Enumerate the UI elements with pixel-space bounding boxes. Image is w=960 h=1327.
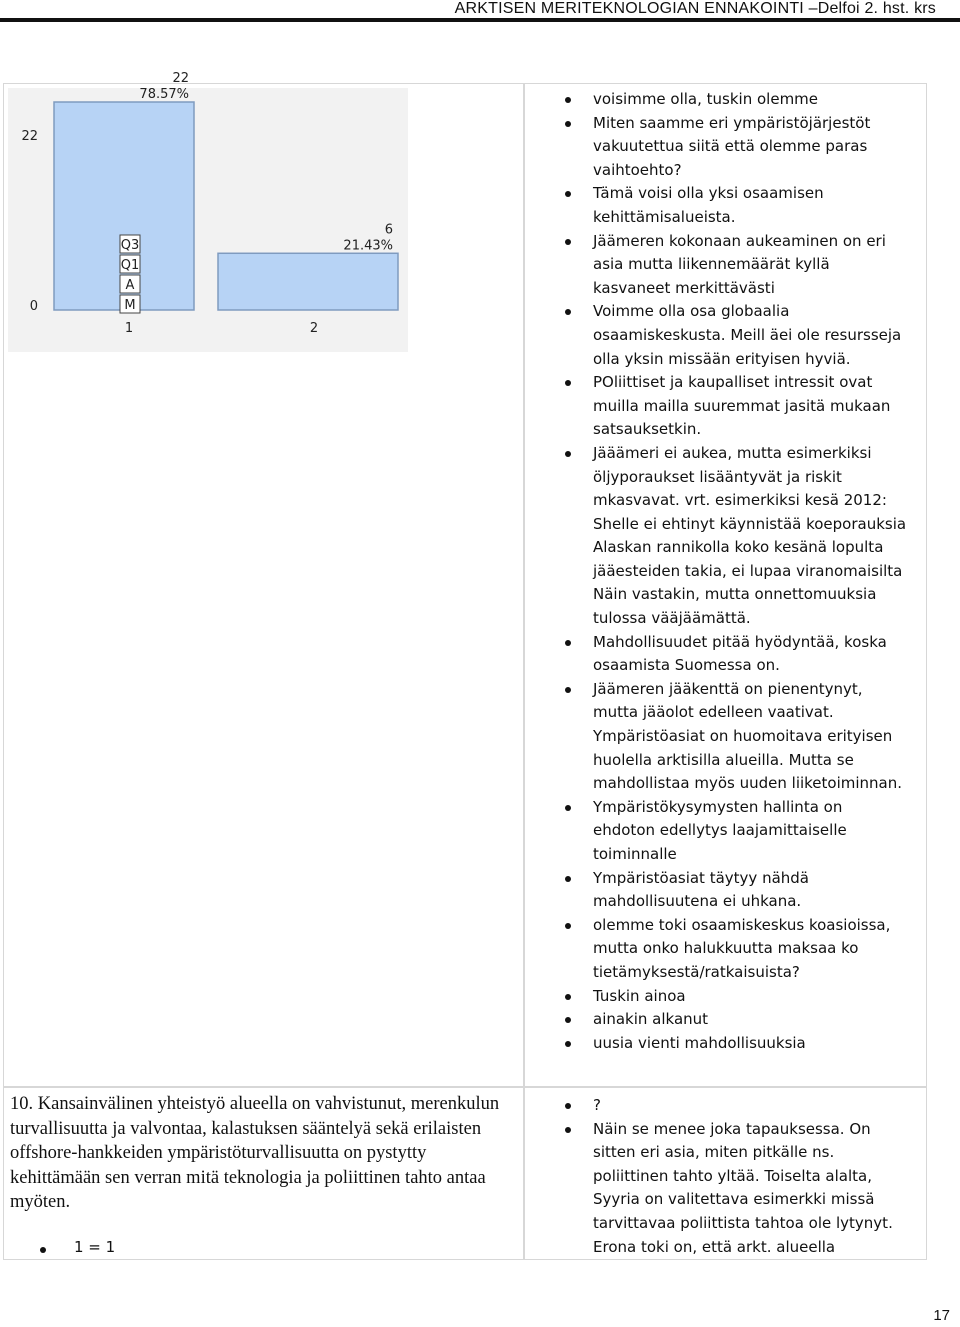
comment-item: ? <box>593 1094 923 1118</box>
y-tick-label: 0 <box>29 299 38 314</box>
bullet-dot <box>565 1103 571 1109</box>
comment-item: Näin se menee joka tapauksessa. On sitten eri asia, miten pitkälle ns. poliittinen tahto yltää. Toiselta alalta, Syyria on valitettava esimerkki missä tarvittavaa poliittista tahtoa ole lytynyt. Erona toki on, että arkt. alueella <box>593 1118 923 1260</box>
answer-value: 1 = 1 <box>74 1238 116 1256</box>
bar-count-label: 22 <box>172 71 189 86</box>
comment-item: ainakin alkanut <box>593 1008 923 1032</box>
comment-item: Jäämeren kokonaan aukeaminen on eri asia mutta liikennemäärät kyllä kasvaneet merkittävästi <box>593 230 923 301</box>
bar-percent-label: 78.57% <box>139 87 189 102</box>
comment-item: Voimme olla osa globaalia osaamiskeskusta. Meill äei ole resursseja olla yksin missään erityisen hyviä. <box>593 300 923 371</box>
comment-item: POliittiset ja kaupalliset intressit ovat muilla mailla suuremmat jasitä mukaan satsauksetkin. <box>593 371 923 442</box>
header-rule <box>0 18 960 22</box>
bullet-dot <box>565 687 571 693</box>
comment-item: Tuskin ainoa <box>593 985 923 1009</box>
bar <box>218 253 398 310</box>
comment-item: uusia vienti mahdollisuuksia <box>593 1032 923 1056</box>
bullet-dot <box>565 451 571 457</box>
comment-item: voisimme olla, tuskin olemme <box>593 88 923 112</box>
document-title: ARKTISEN MERITEKNOLOGIAN ENNAKOINTI –Delfoi 2. hst. krs <box>454 0 936 17</box>
bar-percent-label: 21.43% <box>343 238 393 254</box>
y-tick-label: 22 <box>21 129 38 144</box>
q10-comments-list <box>593 1094 923 1259</box>
bullet-dot <box>40 1247 46 1253</box>
comments-list <box>593 88 923 1055</box>
stat-marker-label: Q3 <box>120 238 140 253</box>
x-tick-label: 1 <box>124 321 134 336</box>
comment-item: Tämä voisi olla yksi osaamisen kehittämisalueista. <box>593 182 923 229</box>
bullet-dot <box>565 805 571 811</box>
bullet-dot <box>565 994 571 1000</box>
bullet-dot <box>565 876 571 882</box>
x-tick-label: 2 <box>309 321 319 336</box>
bullet-dot <box>565 923 571 929</box>
comment-item: Jäämeren jääkenttä on pienentynyt, mutta jääolot edelleen vaativat. Ympäristöasiat on huomoitava erityisen huolella arktisilla alueilla. Mutta se mahdollistaa myös uuden liiketoiminnan. <box>593 678 923 796</box>
stat-marker-label: Q1 <box>120 258 140 273</box>
chart-svg <box>8 71 408 352</box>
response-chart <box>8 71 408 352</box>
bullet-dot <box>565 97 571 103</box>
comment-item: Jääämeri ei aukea, mutta esimerkiksi öljyporaukset lisääntyvät ja riskit mkasvavat. vrt. esimerkiksi kesä 2012: Shelle ei ehtinyt käynnistää koeporauksia Alaskan rannikolla koko kesänä lopulta jääesteiden takia, ei lupaa viranomaisilta Näin vastakin, mutta onnettomuuksia tulossa vääjäämättä. <box>593 442 923 631</box>
comment-item: Ympäristökysymysten hallinta on ehdoton edellytys laajamittaiselle toiminnalle <box>593 796 923 867</box>
stat-marker-label: A <box>125 278 135 293</box>
question-text: 10. Kansainvälinen yhteistyö alueella on vahvistunut, merenkulun turvallisuutta ja valvontaa, kalastuksen sääntelyä sekä erilaisten offshore-hankkeiden ympäristöturvallisuutta on pystytty kehittämään sen verran mitä teknologia ja poliittinen tahto antaa myöten. <box>10 1094 500 1212</box>
stat-marker-label: M <box>124 298 136 313</box>
comment-item: Miten saamme eri ympäristöjärjestöt vakuutettua siitä että olemme paras vaihtoehto? <box>593 112 923 183</box>
bullet-dot <box>565 121 571 127</box>
bullet-dot <box>565 1127 571 1133</box>
comment-item: Ympäristöasiat täytyy nähdä mahdollisuutena ei uhkana. <box>593 867 923 914</box>
comment-item: Mahdollisuudet pitää hyödyntää, koska osaamista Suomessa on. <box>593 631 923 678</box>
bar-count-label: 6 <box>384 222 393 238</box>
page-number: 17 <box>933 1307 950 1324</box>
bullet-dot <box>565 1041 571 1047</box>
page-header <box>0 0 960 20</box>
bullet-dot <box>565 239 571 245</box>
bullet-dot <box>565 640 571 646</box>
comment-item: olemme toki osaamiskeskus koasioissa, mutta onko halukkuutta maksaa ko tietämyksestä/ratkaisuista? <box>593 914 923 985</box>
